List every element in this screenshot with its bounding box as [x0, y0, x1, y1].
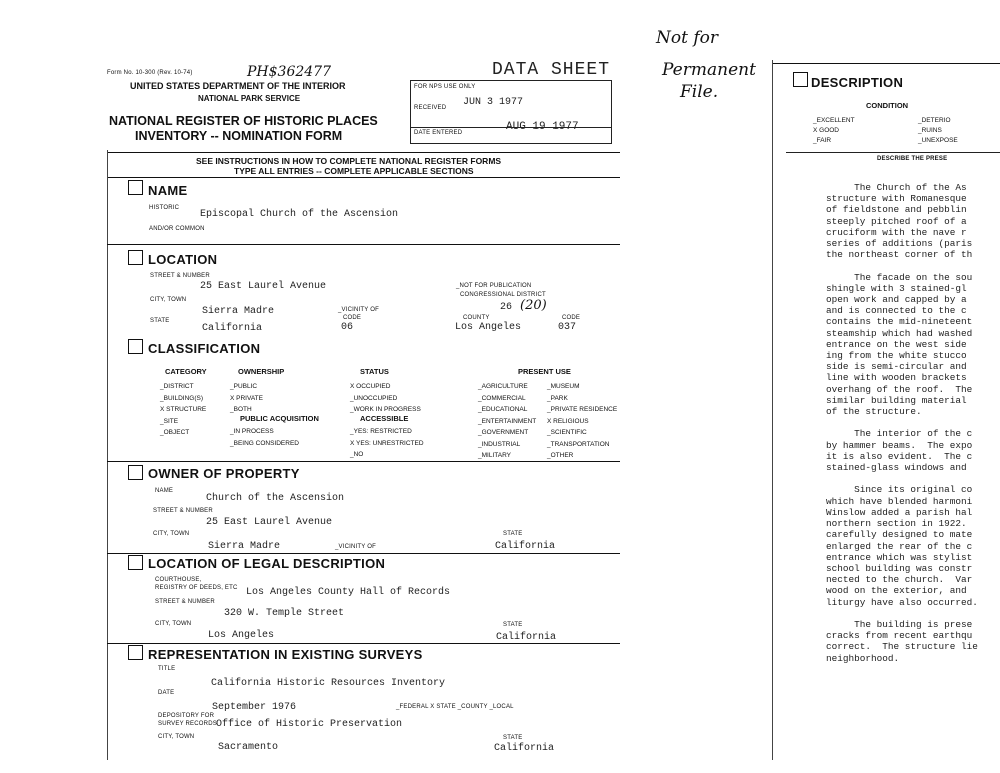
accessible-option[interactable]: _NO [350, 451, 364, 458]
description-text [826, 182, 1000, 664]
category-list [160, 381, 206, 439]
section-number-box [128, 645, 143, 660]
condition-option[interactable]: _EXCELLENT [813, 117, 855, 124]
section-number-box [128, 250, 143, 265]
accessible-option[interactable]: X YES: UNRESTRICTED [350, 439, 424, 447]
description-line [826, 417, 1000, 428]
historic-label: HISTORIC [149, 205, 180, 211]
description-line: entrance which was stylist [826, 551, 973, 563]
loc-street-value: 25 East Laurel Avenue [200, 281, 327, 292]
loc-code-value: 06 [341, 322, 354, 333]
condition-option[interactable]: X GOOD [813, 127, 840, 134]
description-line: similar building material [826, 394, 967, 406]
form-subtitle: INVENTORY -- NOMINATION FORM [135, 129, 343, 143]
present-use-option[interactable]: _ENTERTAINMENT [478, 417, 537, 425]
ownership-list [230, 381, 263, 416]
description-line: of fieldstone and pebblin [826, 204, 967, 216]
present-use-option[interactable]: X RELIGIOUS [547, 417, 589, 425]
section-number-box [128, 339, 143, 354]
description-line: line with wooden brackets [826, 372, 967, 384]
description-line: and is connected to the c [826, 305, 967, 317]
description-line: entrance on the west side [826, 338, 967, 350]
section-surveys-title: REPRESENTATION IN EXISTING SURVEYS [148, 647, 423, 662]
loc-vicinity: _VICINITY OF [338, 307, 379, 313]
stamp-received-value: JUN 3 1977 [463, 97, 524, 108]
owner-city-label: CITY, TOWN [153, 531, 190, 537]
present-use-list-2 [547, 381, 617, 462]
loc-code2-value: 037 [558, 322, 577, 333]
survey-date-value: September 1976 [212, 702, 297, 713]
owner-vicinity: _VICINITY OF [335, 544, 376, 550]
survey-state-label: STATE [503, 735, 523, 741]
accessible-list [350, 426, 424, 461]
form-title: NATIONAL REGISTER OF HISTORIC PLACES [109, 114, 378, 128]
status-option[interactable]: _WORK IN PROGRESS [350, 406, 421, 413]
description-line: series of additions (paris [826, 238, 973, 250]
description-line [826, 260, 1000, 271]
description-line: The interior of the c [826, 428, 973, 440]
present-use-option[interactable]: _SCIENTIFIC [547, 429, 587, 436]
legal-state-label: STATE [503, 622, 523, 628]
cong-district-value: 26 [500, 302, 513, 313]
survey-city-value: Sacramento [218, 742, 279, 753]
loc-code2-label: CODE [562, 315, 581, 321]
description-line: The building is prese [826, 618, 973, 630]
depository-value: Office of Historic Preservation [216, 719, 403, 730]
description-line: shingle with 3 stained-gl [826, 282, 967, 294]
description-line: structure with Romanesque [826, 193, 967, 205]
not-for-publication: _NOT FOR PUBLICATION [456, 283, 532, 289]
legal-street-label: STREET & NUMBER [155, 599, 215, 605]
ownership-option[interactable]: _BOTH [230, 406, 252, 413]
stamp-line1: FOR NPS USE ONLY [414, 84, 476, 90]
status-header: STATUS [360, 367, 389, 376]
survey-state-value: California [494, 743, 555, 754]
depository-label: DEPOSITORY FOR [158, 713, 215, 719]
loc-city-value: Sierra Madre [202, 306, 275, 317]
section-number-box [793, 72, 808, 87]
category-option[interactable]: _OBJECT [160, 429, 190, 436]
present-use-option[interactable]: _AGRICULTURE [478, 383, 528, 390]
status-option[interactable]: X OCCUPIED [350, 383, 391, 390]
owner-state-label: STATE [503, 531, 523, 537]
public-acq-option[interactable]: _IN PROCESS [230, 428, 274, 435]
description-line [826, 608, 1000, 619]
ownership-option[interactable]: X PRIVATE [230, 394, 263, 402]
section-legal-title: LOCATION OF LEGAL DESCRIPTION [148, 556, 386, 571]
description-line: steamship which had washed [826, 327, 973, 339]
description-line: The facade on the sou [826, 271, 973, 283]
survey-records-label: SURVEY RECORDS [158, 721, 217, 727]
loc-county-value: Los Angeles [455, 322, 522, 333]
section-owner-title: OWNER OF PROPERTY [148, 466, 300, 481]
description-line: stained-glass windows and [826, 462, 967, 474]
owner-name-value: Church of the Ascension [206, 493, 345, 504]
condition-option[interactable]: _UNEXPOSE [918, 137, 958, 144]
stamp-received-label: RECEIVED [414, 105, 447, 111]
loc-county-label: COUNTY [463, 315, 490, 321]
category-option[interactable]: _DISTRICT [160, 383, 194, 390]
survey-title-value: California Historic Resources Inventory [211, 678, 446, 689]
nps-use-stamp [410, 80, 612, 144]
section-number-box [128, 465, 143, 480]
owner-street-value: 25 East Laurel Avenue [206, 517, 333, 528]
description-line: it is also evident. The c [826, 450, 973, 462]
courthouse-value: Los Angeles County Hall of Records [246, 587, 451, 598]
description-line: which have blended harmoni [826, 495, 973, 507]
description-line: The Church of the As [826, 182, 967, 193]
survey-date-label: DATE [158, 690, 175, 696]
description-line: open work and capped by a [826, 294, 967, 306]
present-use-option[interactable]: _MILITARY [478, 452, 511, 459]
handwritten-id: PH$362477 [247, 64, 331, 80]
condition-list-right [918, 116, 958, 146]
present-use-option[interactable]: _OTHER [547, 452, 574, 459]
present-use-option[interactable]: _TRANSPORTATION [547, 440, 610, 448]
survey-levels: _FEDERAL X STATE _COUNTY _LOCAL [396, 704, 514, 710]
public-acq-list [230, 426, 299, 449]
category-option[interactable]: _SITE [160, 417, 179, 425]
present-use-option[interactable]: _PRIVATE RESIDENCE [547, 406, 618, 413]
ownership-option[interactable]: _PUBLIC [230, 383, 258, 390]
description-line: side is semi-circular and [826, 361, 967, 373]
section-number-box [128, 180, 143, 195]
courthouse-label: COURTHOUSE, [155, 577, 202, 583]
description-line: overhang of the roof. The [826, 383, 973, 395]
form-number: Form No. 10-300 (Rev. 10-74) [107, 70, 193, 76]
section-classification-title: CLASSIFICATION [148, 341, 261, 356]
section-location-title: LOCATION [148, 252, 218, 267]
category-header: CATEGORY [165, 367, 207, 376]
owner-street-label: STREET & NUMBER [153, 508, 213, 514]
handnote-line2: Permanent [662, 60, 756, 80]
registry-label: REGISTRY OF DEEDS, ETC [155, 585, 238, 591]
handnote-line3: File. [680, 82, 719, 102]
survey-city-label: CITY, TOWN [158, 734, 195, 740]
status-option[interactable]: _UNOCCUPIED [350, 394, 398, 402]
description-line: wood on the exterior, and [826, 585, 967, 597]
legal-street-value: 320 W. Temple Street [224, 608, 345, 619]
public-acquisition-header: PUBLIC ACQUISITION [240, 414, 319, 423]
loc-code-label: CODE [343, 315, 362, 321]
condition-option[interactable]: _FAIR [813, 137, 832, 144]
stamp-entered-value: AUG 19 1977 [506, 121, 579, 133]
description-line: cracks from recent earthqu [826, 630, 973, 642]
description-line: correct. The structure lie [826, 641, 978, 653]
condition-list-left [813, 116, 855, 146]
survey-title-label: TITLE [158, 666, 176, 672]
legal-state-value: California [496, 632, 557, 643]
description-line: nected to the church. Var [826, 574, 973, 586]
loc-street-label: STREET & NUMBER [150, 273, 210, 279]
agency: UNITED STATES DEPARTMENT OF THE INTERIOR [130, 81, 346, 91]
data-sheet-label: DATA SHEET [492, 60, 611, 80]
owner-state-value: California [495, 541, 556, 552]
description-line: contains the mid-nineteent [826, 316, 973, 328]
service: NATIONAL PARK SERVICE [198, 94, 301, 103]
describe-label: DESCRIBE THE PRESE [877, 156, 948, 162]
owner-city-value: Sierra Madre [208, 541, 281, 552]
ownership-header: OWNERSHIP [238, 367, 285, 376]
description-line: northern section in 1922. [826, 518, 967, 530]
present-use-option[interactable]: _EDUCATIONAL [478, 406, 528, 413]
description-line [826, 473, 1000, 484]
public-acq-option[interactable]: _BEING CONSIDERED [230, 439, 299, 447]
owner-name-label: NAME [155, 488, 174, 494]
present-use-list-1 [478, 381, 536, 462]
instructions-line2: TYPE ALL ENTRIES -- COMPLETE APPLICABLE SECTIONS [234, 166, 474, 176]
present-use-header: PRESENT USE [518, 367, 571, 376]
description-line: neighborhood. [826, 652, 900, 664]
cong-district-hand: (20) [520, 298, 547, 313]
loc-state-value: California [202, 323, 263, 334]
cong-district-label: CONGRESSIONAL DISTRICT [460, 292, 546, 298]
category-option[interactable]: _BUILDING(S) [160, 394, 203, 402]
section-number-box [128, 555, 143, 570]
status-list [350, 381, 421, 416]
description-line: by hammer beams. The expo [826, 439, 973, 451]
accessible-header: ACCESSIBLE [360, 414, 409, 423]
description-line: Winslow added a parish hal [826, 506, 973, 518]
condition-option[interactable]: _DETERIO [918, 117, 951, 124]
description-line: the northeast corner of th [826, 249, 973, 261]
common-label: AND/OR COMMON [149, 226, 205, 232]
legal-city-value: Los Angeles [208, 630, 275, 641]
description-line: of the structure. [826, 406, 922, 418]
condition-header: CONDITION [866, 101, 909, 110]
section-name-title: NAME [148, 183, 188, 198]
description-line: school building was constr [826, 562, 973, 574]
description-line: ing from the white stucco [826, 350, 967, 362]
description-line: carefully designed to mate [826, 529, 973, 541]
description-line: Since its original co [826, 484, 973, 496]
handwritten-note [656, 28, 756, 102]
historic-value: Episcopal Church of the Ascension [200, 209, 399, 220]
handnote-line1: Not for [656, 28, 718, 48]
description-line: enlarged the rear of the c [826, 540, 973, 552]
present-use-option[interactable]: _GOVERNMENT [478, 429, 529, 436]
description-line: cruciform with the nave r [826, 226, 967, 238]
stamp-entered-label: DATE ENTERED [414, 130, 463, 136]
present-use-option[interactable]: _MUSEUM [547, 383, 580, 390]
description-line: steeply pitched roof of a [826, 215, 967, 227]
instructions-line1: SEE INSTRUCTIONS IN HOW TO COMPLETE NATIONAL REGISTER FORMS [196, 156, 502, 166]
section-description-title: DESCRIPTION [811, 75, 904, 90]
present-use-option[interactable]: _COMMERCIAL [478, 394, 526, 402]
category-option[interactable]: X STRUCTURE [160, 406, 207, 413]
condition-option[interactable]: _RUINS [918, 127, 942, 134]
present-use-option[interactable]: _INDUSTRIAL [478, 440, 521, 448]
description-line: liturgy have also occurred. [826, 596, 978, 608]
legal-city-label: CITY, TOWN [155, 621, 192, 627]
loc-city-label: CITY, TOWN [150, 297, 187, 303]
loc-state-label: STATE [150, 318, 170, 324]
accessible-option[interactable]: _YES: RESTRICTED [350, 428, 412, 435]
present-use-option[interactable]: _PARK [547, 394, 568, 402]
